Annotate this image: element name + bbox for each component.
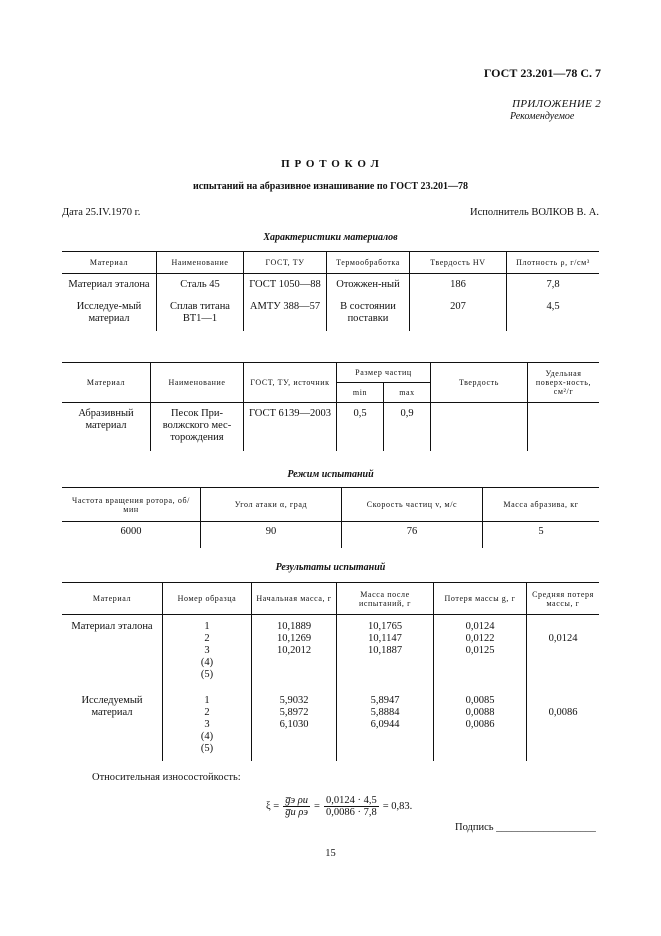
formula-lhs: ξ = xyxy=(266,801,280,812)
table-row xyxy=(62,615,599,685)
cell-heat-treatment: Отожжен-ный xyxy=(327,274,410,294)
appendix-label: ПРИЛОЖЕНИЕ 2 xyxy=(512,98,601,110)
col-particle-size: Размер частиц xyxy=(337,363,431,383)
cell-initial-masses xyxy=(252,685,337,761)
mass-after: 6,0944 xyxy=(370,718,400,730)
cell-masses-after xyxy=(337,685,434,761)
col-avg-loss: Средняя потеря массы, г xyxy=(527,583,600,615)
test-date: Дата 25.IV.1970 г. xyxy=(62,207,141,218)
initial-mass: 6,1030 xyxy=(279,718,309,730)
mass-loss: 0,0122 xyxy=(465,633,495,644)
col-result-material: Материал xyxy=(62,583,163,615)
cell-rotation: 6000 xyxy=(120,526,142,537)
denominator-symbols: g̅и ρэ xyxy=(285,807,309,818)
col-rotation: Частота вращения ротора, об/мин xyxy=(62,488,201,522)
numerator-symbols: g̅э ρи xyxy=(285,795,309,806)
cell-initial-masses xyxy=(252,615,337,685)
numerator-values: 0,0124 · 4,5 xyxy=(325,795,377,806)
col-max: max xyxy=(384,383,431,403)
sample-number: 3 xyxy=(204,718,210,730)
formula-equals: = xyxy=(314,801,320,812)
cell-heat-treatment: В состоянии поставки xyxy=(327,293,410,331)
col-abrasive-material: Материал xyxy=(62,363,151,403)
cell-abrasive-gost: ГОСТ 6139—2003 xyxy=(244,403,337,451)
mode-section-title: Режим испытаний xyxy=(287,469,374,480)
initial-mass: 10,2012 xyxy=(276,645,312,656)
col-abrasive-gost: ГОСТ, ТУ, источник xyxy=(244,363,337,403)
initial-mass: 5,8972 xyxy=(279,706,309,718)
mass-after: 5,8884 xyxy=(370,706,400,718)
sample-number: 2 xyxy=(204,706,210,718)
protocol-subtitle: испытаний на абразивное изнашивание по ГОСТ 23.201—78 xyxy=(192,181,469,192)
results-section-title: Результаты испытаний xyxy=(275,562,386,573)
mass-after: 10,1887 xyxy=(367,645,403,656)
sample-number: (4) xyxy=(200,657,214,668)
wear-resistance-formula xyxy=(266,795,412,818)
col-heat-treatment: Термообработка xyxy=(327,252,410,274)
col-specific-surface: Удельная поверх-ность, см²/г xyxy=(528,363,600,403)
col-initial-mass: Начальная масса, г xyxy=(252,583,337,615)
sample-number: 3 xyxy=(204,645,210,656)
mass-loss: 0,0086 xyxy=(465,718,495,730)
cell-abrasive-mass: 5 xyxy=(483,522,600,548)
cell-specific-surface xyxy=(528,403,600,451)
cell-abrasive-hardness xyxy=(431,403,528,451)
cell-density: 7,8 xyxy=(507,274,600,294)
page-number: 15 xyxy=(325,848,336,859)
cell-mass-losses xyxy=(434,615,527,685)
cell-mass-losses xyxy=(434,685,527,761)
initial-mass: 10,1889 xyxy=(276,621,312,632)
mass-after: 10,1765 xyxy=(367,621,403,632)
fraction-symbolic xyxy=(283,795,310,818)
cell-result-material: Материал эталона xyxy=(71,621,153,632)
initial-mass: 5,9032 xyxy=(279,694,309,706)
col-angle: Угол атаки α, град xyxy=(201,488,342,522)
materials-section-title: Характеристики материалов xyxy=(263,232,398,243)
mass-loss: 0,0085 xyxy=(465,694,495,706)
cell-abrasive-name: Песок При-волжского мес-торождения xyxy=(151,403,244,451)
col-mass-loss: Потеря массы g, г xyxy=(434,583,527,615)
cell-max: 0,9 xyxy=(384,403,431,451)
cell-hardness: 186 xyxy=(410,274,507,294)
cell-material: Материал эталона xyxy=(68,279,150,290)
sample-number: (5) xyxy=(200,742,214,754)
sample-number: (4) xyxy=(200,730,214,742)
recommended-label: Рекомендуемое xyxy=(510,111,575,122)
protocol-title: П Р О Т О К О Л xyxy=(281,158,380,170)
sample-number: 2 xyxy=(204,633,210,644)
formula-result: = 0,83. xyxy=(382,801,413,812)
materials-table xyxy=(62,251,599,331)
mass-loss: 0,0124 xyxy=(465,621,495,632)
fraction-numeric xyxy=(324,795,379,818)
table-row xyxy=(62,403,599,451)
col-speed: Скорость частиц v, м/с xyxy=(342,488,483,522)
cell-gost: АМТУ 388—57 xyxy=(244,293,327,331)
table-row xyxy=(62,274,599,294)
mass-after: 10,1147 xyxy=(368,633,402,644)
formula-label: Относительная износостойкость: xyxy=(92,772,241,783)
sample-number: (5) xyxy=(200,669,214,680)
mode-table xyxy=(62,487,599,548)
cell-name: Сплав титана ВТ1—1 xyxy=(157,293,244,331)
abrasive-table xyxy=(62,362,599,451)
col-min: min xyxy=(337,383,384,403)
col-sample-number: Номер образца xyxy=(163,583,252,615)
table-row xyxy=(62,685,599,761)
sample-number: 1 xyxy=(204,694,210,706)
col-hardness: Твердость HV xyxy=(410,252,507,274)
col-abrasive-name: Наименование xyxy=(151,363,244,403)
col-gost: ГОСТ, ТУ xyxy=(244,252,327,274)
initial-mass: 10,1269 xyxy=(276,633,312,644)
cell-material: Исследуе-мый материал xyxy=(76,301,142,324)
table-row xyxy=(62,293,599,331)
signature-line: Подпись ___________________ xyxy=(455,822,596,833)
cell-masses-after xyxy=(337,615,434,685)
cell-hardness: 207 xyxy=(410,293,507,331)
cell-angle: 90 xyxy=(201,522,342,548)
executor: Исполнитель ВОЛКОВ В. А. xyxy=(470,207,599,218)
cell-sample-numbers xyxy=(163,615,252,685)
mass-loss: 0,0088 xyxy=(465,706,495,718)
cell-density: 4,5 xyxy=(507,293,600,331)
document-id: ГОСТ 23.201—78 С. 7 xyxy=(483,66,601,80)
cell-sample-numbers xyxy=(163,685,252,761)
cell-name: Сталь 45 xyxy=(157,274,244,294)
col-mass-after: Масса после испытаний, г xyxy=(337,583,434,615)
col-material: Материал xyxy=(62,252,157,274)
mass-after: 5,8947 xyxy=(370,694,400,706)
mass-loss: 0,0125 xyxy=(465,645,495,656)
col-name: Наименование xyxy=(157,252,244,274)
table-row xyxy=(62,522,599,548)
cell-avg-loss: 0,0086 xyxy=(527,685,600,761)
cell-result-material: Исследуемый материал xyxy=(81,694,143,718)
col-abrasive-hardness: Твердость xyxy=(431,363,528,403)
sample-number: 1 xyxy=(204,621,210,632)
cell-abrasive-material: Абразивный материал xyxy=(78,408,134,431)
col-abrasive-mass: Масса абразива, кг xyxy=(483,488,600,522)
cell-speed: 76 xyxy=(342,522,483,548)
cell-avg-loss: 0,0124 xyxy=(527,615,600,685)
col-density: Плотность ρ, г/см³ xyxy=(507,252,600,274)
cell-gost: ГОСТ 1050—88 xyxy=(244,274,327,294)
denominator-values: 0,0086 · 7,8 xyxy=(325,807,377,818)
results-table xyxy=(62,582,599,761)
cell-min: 0,5 xyxy=(337,403,384,451)
